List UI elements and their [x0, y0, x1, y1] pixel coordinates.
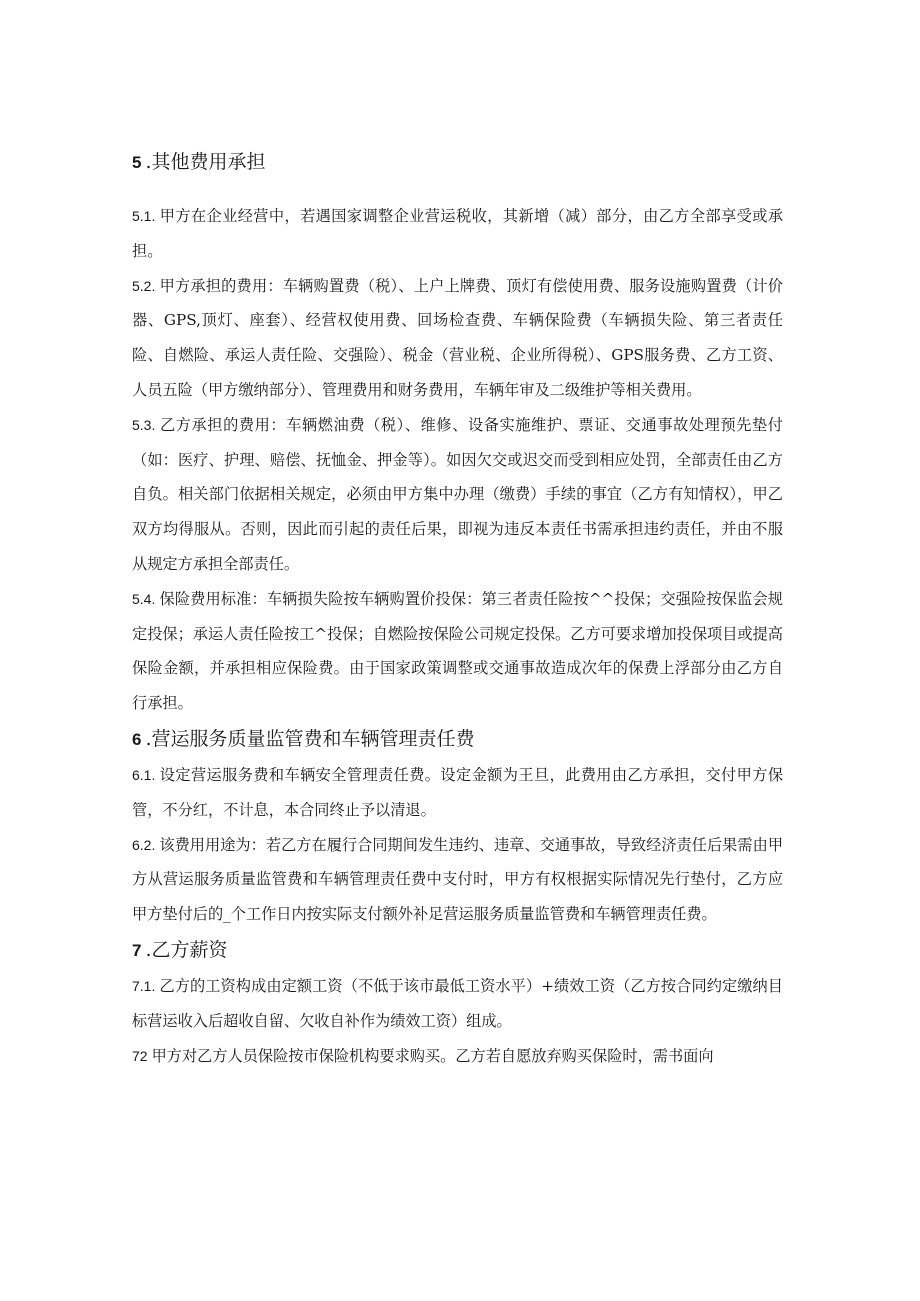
section-5-title: .其他费用承担 — [145, 151, 266, 173]
paragraph-5-2-number: 5.2. — [132, 277, 156, 294]
paragraph-6-2-text: 该费用用途为：若乙方在履行合同期间发生违约、违章、交通事故，导致经济责任后果需由甲方从营运服务质量监管费和车辆管理责任费中支付时，甲方有权根据实际情况先行垫付，乙方应甲方垫付后的_个工作日内按实际支付额外补足营运服务质量监管费和车辆管理责任费。 — [132, 835, 783, 924]
paragraph-7-2-text: 甲方对乙方人员保险按市保险机构要求购买。乙方若自愿放弃购买保险时，需书面向 — [151, 1046, 714, 1065]
paragraph-7-1 — [132, 969, 783, 1039]
paragraph-6-2-number: 6.2. — [132, 836, 156, 853]
section-7-title: .乙方薪资 — [145, 938, 228, 961]
paragraph-6-2 — [132, 828, 783, 932]
paragraph-5-2-text: 甲方承担的费用：车辆购置费（税）、上户上牌费、顶灯有偿使用费、服务设施购置费（计价器、GPS,顶灯、座套）、经营权使用费、回场检查费、车辆保险费（车辆损失险、第三者责任险、自燃险、承运人责任险、交强险）、税金（营业税、企业所得税）、GPS服务费、乙方工资、人员五险（甲方缴纳部分）、管理费用和财务费用，车辆年审及二级维护等相关费用。 — [132, 276, 783, 399]
paragraph-5-4-text: 保险费用标准：车辆损失险按车辆购置价投保：第三者责任险按^^投保；交强险按保监会规定投保；承运人责任险按工^投保；自燃险按保险公司规定投保。乙方可要求增加投保项目或提高保险金额，并承担相应保险费。由于国家政策调整或交通事故造成次年的保费上浮部分由乙方自行承担。 — [132, 589, 783, 713]
paragraph-7-1-number: 7.1. — [132, 977, 156, 994]
paragraph-5-3-text: 乙方承担的费用：车辆燃油费（税）、维修、设备实施维护、票证、交通事故处理预先垫付（如：医疗、护理、赔偿、抚恤金、押金等）。如因欠交或迟交而受到相应处罚，全部责任由乙方自负。相关部门依据相关规定，必须由甲方集中办理（缴费）手续的事宜（乙方有知情权），甲乙双方均得服从。否则，因此而引起的责任后果，即视为违反本责任书需承担违约责任，并由不服从规定方承担全部责任。 — [132, 415, 783, 573]
paragraph-5-1-number: 5.1. — [132, 208, 156, 224]
paragraph-7-1-text: 乙方的工资构成由定额工资（不低于该市最低工资水平）+绩效工资（乙方按合同约定缴纳目标营运收入后超收自留、欠收自补作为绩效工资）组成。 — [132, 976, 783, 1030]
section-5-heading — [132, 144, 783, 181]
section-7-number: 7 — [132, 940, 142, 960]
paragraph-5-1-text: 甲方在企业经营中，若遇国家调整企业营运税收，其新增（减）部分，由乙方全部享受或承担。 — [132, 207, 783, 260]
paragraph-5-1 — [132, 199, 783, 269]
section-5-number: 5 — [132, 153, 142, 172]
section-6-title: .营运服务质量监管费和车辆管理责任费 — [145, 727, 475, 750]
section-6-heading — [132, 721, 783, 758]
paragraph-5-3-number: 5.3. — [132, 416, 156, 433]
paragraph-6-1-text: 设定营运服务费和车辆安全管理责任费。设定金额为王旦，此费用由乙方承担，交付甲方保管，不分红，不计息，本合同终止予以清退。 — [132, 765, 783, 819]
paragraph-6-1 — [132, 758, 783, 828]
paragraph-6-1-number: 6.1. — [132, 766, 156, 783]
section-7-heading — [132, 932, 783, 969]
document-body — [132, 144, 783, 1073]
paragraph-5-3 — [132, 408, 783, 582]
paragraph-5-4-number: 5.4. — [132, 590, 156, 607]
paragraph-7-2-number: 72 — [132, 1047, 148, 1064]
paragraph-7-2 — [132, 1039, 783, 1074]
paragraph-5-2 — [132, 269, 783, 408]
paragraph-5-4 — [132, 582, 783, 721]
section-6-number: 6 — [132, 729, 142, 749]
